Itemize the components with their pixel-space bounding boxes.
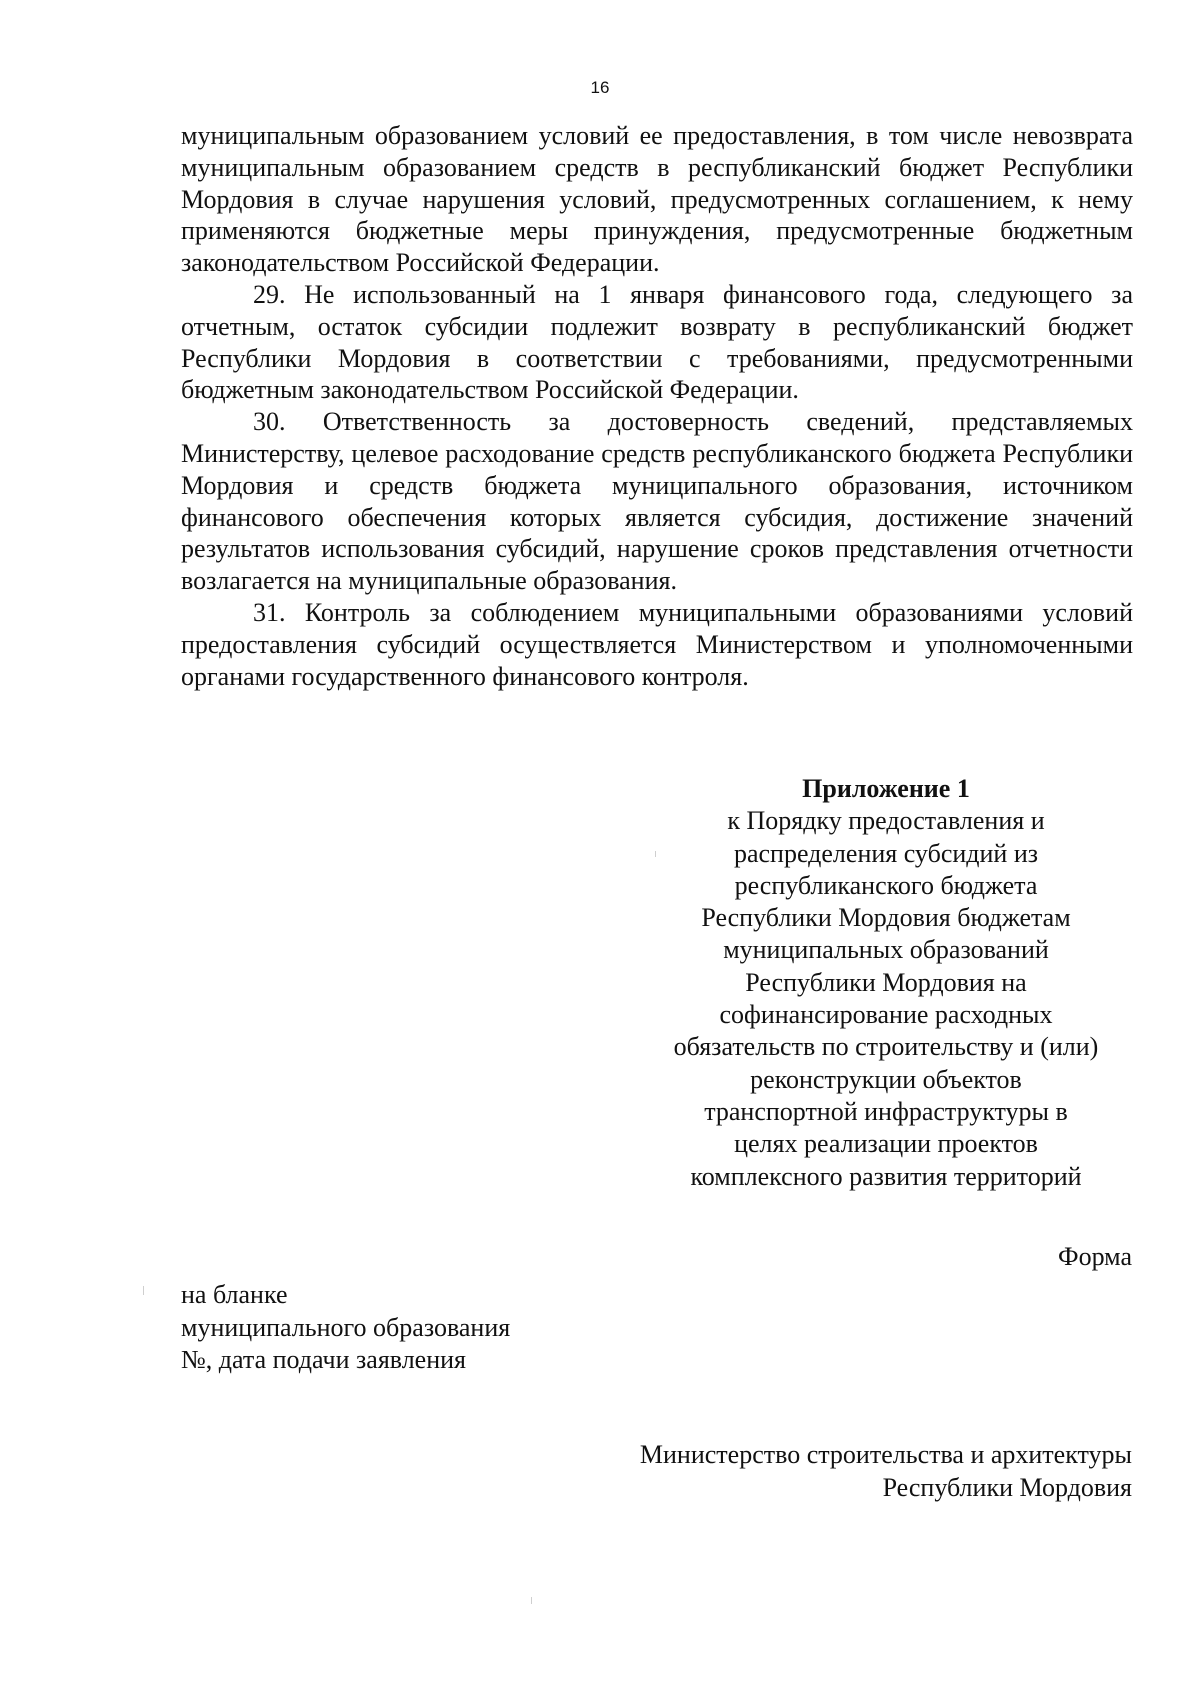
appendix-line: целях реализации проектов	[734, 1129, 1038, 1159]
letterhead-line: муниципального образования	[181, 1312, 511, 1342]
appendix-line: обязательств по строительству и (или)	[673, 1032, 1099, 1062]
form-label: Форма	[1058, 1242, 1132, 1271]
appendix-line: распределения субсидий из	[733, 838, 1039, 868]
appendix-line: Республики Мордовия бюджетам	[701, 903, 1071, 933]
appendix-line: муниципальных образований	[723, 935, 1049, 965]
appendix-line: транспортной инфраструктуры в	[704, 1096, 1068, 1126]
scan-artifact	[655, 851, 656, 857]
letterhead-note	[181, 1279, 510, 1377]
letterhead-line: на бланке	[181, 1280, 288, 1309]
appendix-header	[650, 773, 1122, 1193]
appendix-line: к Порядку предоставления и	[727, 806, 1045, 836]
paragraph-30: 30. Ответственность за достоверность сведений, представляемых Министерству, целевое расходование средств республиканского бюджета Республики Мордовия и средств бюджета муниципального образования, источником финансового обеспечения которых является субсидия, достижение значений результатов использования субсидий, нарушение сроков представления отчетности возлагается на муниципальные образования.	[181, 407, 1133, 596]
paragraph-31: 31. Контроль за соблюдением муниципальными образованиями условий предоставления субсидий осуществляется Министерством и уполномоченными органами государственного финансового контроля.	[181, 597, 1133, 691]
paragraph-29: 29. Не использованный на 1 января финансового года, следующего за отчетным, остаток субсидии подлежит возврату в республиканский бюджет Республики Мордовия в соответствии с требованиями, предусмотренными бюджетным законодательством Российской Федерации.	[181, 279, 1133, 405]
appendix-title: Приложение 1	[802, 774, 970, 803]
recipient-line: Республики Мордовия	[882, 1473, 1132, 1502]
appendix-line: реконструкции объектов	[750, 1064, 1022, 1094]
appendix-line: республиканского бюджета	[734, 870, 1038, 900]
document-body	[181, 120, 1133, 692]
page-number: 16	[590, 78, 610, 97]
recipient-line: Министерство строительства и архитектуры	[639, 1440, 1132, 1469]
scan-artifact	[531, 1597, 532, 1604]
appendix-line: софинансирование расходных	[719, 1000, 1053, 1030]
letterhead-line: №, дата подачи заявления	[181, 1345, 467, 1374]
recipient-block	[640, 1438, 1132, 1504]
appendix-line: комплексного развития территорий	[690, 1161, 1082, 1191]
paragraph-continuation: муниципальным образованием условий ее предоставления, в том числе невозврата муниципальным образованием средств в республиканский бюджет Республики Мордовия в случае нарушения условий, предусмотренных соглашением, к нему применяются бюджетные меры принуждения, предусмотренные бюджетным законодательством Российской Федерации.	[181, 121, 1133, 278]
scan-artifact	[143, 1286, 144, 1295]
appendix-line: Республики Мордовия на	[745, 967, 1027, 997]
